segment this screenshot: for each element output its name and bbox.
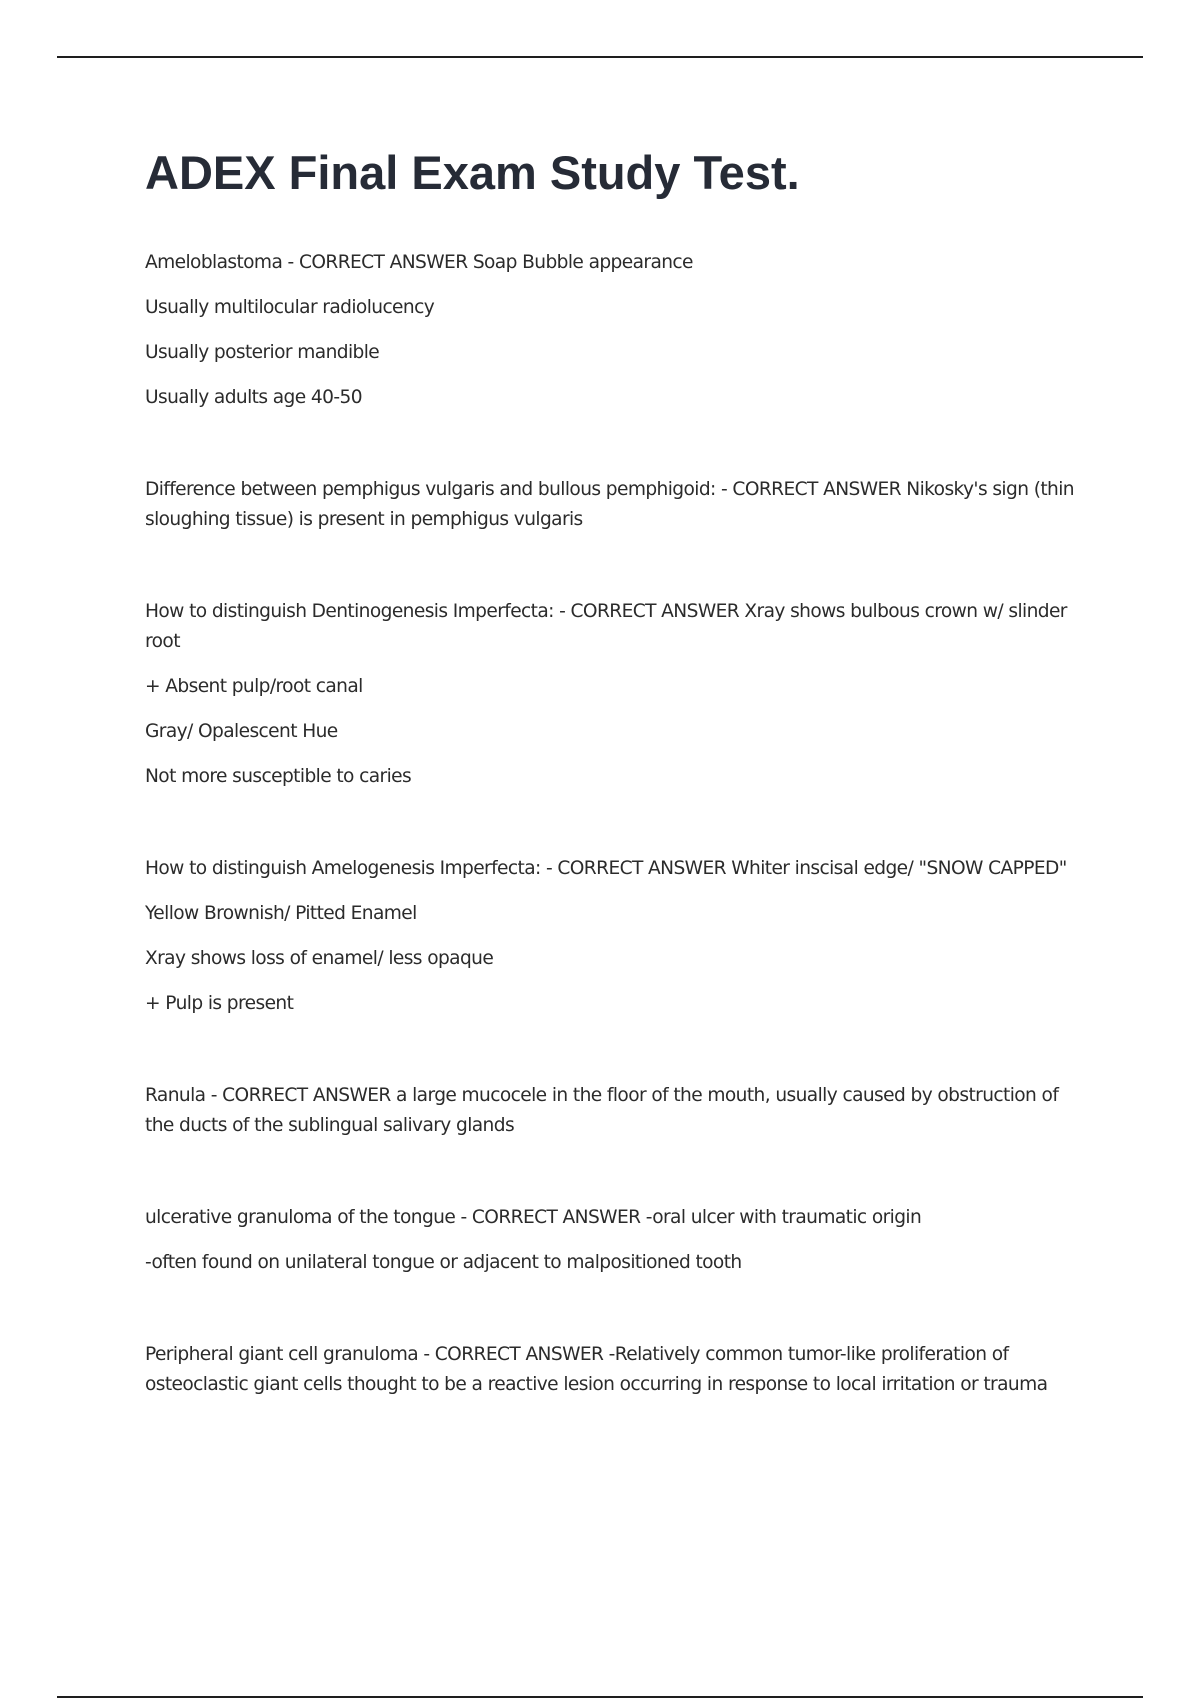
entry-amelogenesis <box>145 854 1085 1019</box>
entry-line: Usually multilocular radiolucency <box>145 297 435 318</box>
entry-line: Usually adults age 40-50 <box>145 387 362 408</box>
entry-line: + Absent pulp/root canal <box>145 676 363 697</box>
entry-line: Usually posterior mandible <box>145 342 380 363</box>
entry-dentinogenesis <box>145 597 1085 792</box>
entry-line: Gray/ Opalescent Hue <box>145 721 338 742</box>
entry-line: How to distinguish Dentinogenesis Imperfecta: - CORRECT ANSWER Xray shows bulbous crown w/ slinder root <box>145 601 1073 652</box>
entry-line: Peripheral giant cell granuloma - CORRECT ANSWER -Relatively common tumor-like proliferation of osteoclastic giant cells thought to be a reactive lesion occurring in response to local irritation or trauma <box>145 1344 1048 1395</box>
entry-line: -often found on unilateral tongue or adjacent to malpositioned tooth <box>145 1252 742 1273</box>
document-page <box>145 140 1085 1462</box>
entry-peripheral-giant-cell <box>145 1340 1085 1400</box>
entry-line: How to distinguish Amelogenesis Imperfecta: - CORRECT ANSWER Whiter inscisal edge/ "SNOW CAPPED" <box>145 858 1067 879</box>
entry-list <box>145 248 1085 1400</box>
entry-ulcerative-granuloma <box>145 1203 1085 1278</box>
top-rule <box>57 56 1143 58</box>
entry-line: Not more susceptible to caries <box>145 766 412 787</box>
entry-line: ulcerative granuloma of the tongue - CORRECT ANSWER -oral ulcer with traumatic origin <box>145 1207 922 1228</box>
document-title: ADEX Final Exam Study Test. <box>145 146 800 199</box>
entry-line: Ranula - CORRECT ANSWER a large mucocele in the floor of the mouth, usually caused by obstruction of the ducts of the sublingual salivary glands <box>145 1085 1064 1136</box>
entry-line: Difference between pemphigus vulgaris and bullous pemphigoid: - CORRECT ANSWER Nikosky's sign (thin sloughing tissue) is present in pemphigus vulgaris <box>145 479 1080 530</box>
entry-line: Xray shows loss of enamel/ less opaque <box>145 948 494 969</box>
entry-pemphigus <box>145 475 1085 535</box>
entry-line: + Pulp is present <box>145 993 294 1014</box>
entry-ameloblastoma <box>145 248 1085 413</box>
entry-ranula <box>145 1081 1085 1141</box>
entry-line: Yellow Brownish/ Pitted Enamel <box>145 903 417 924</box>
entry-line: Ameloblastoma - CORRECT ANSWER Soap Bubble appearance <box>145 252 693 273</box>
bottom-rule <box>57 1696 1143 1698</box>
